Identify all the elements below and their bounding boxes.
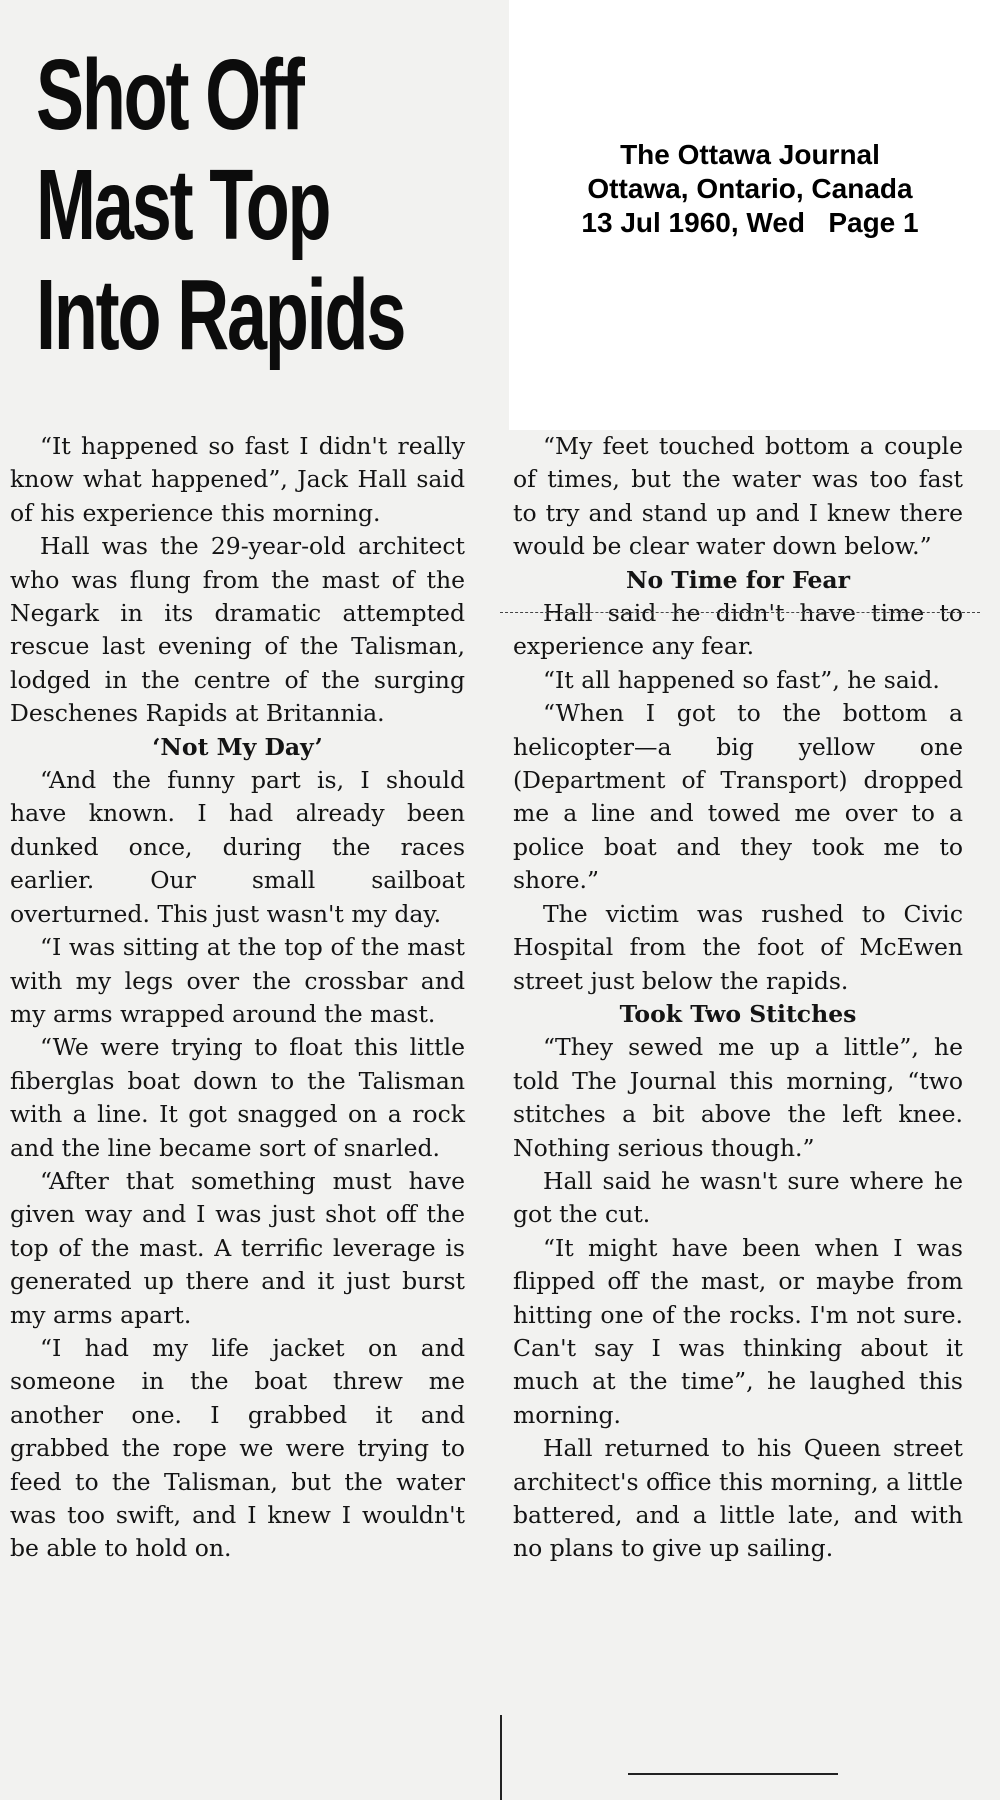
article-headline — [36, 40, 404, 370]
subheading: ‘Not My Day’ — [152, 732, 323, 761]
headline-line-1: Shot Off — [36, 39, 303, 151]
publication-date-page: 13 Jul 1960, Wed Page 1 — [581, 207, 919, 238]
paragraph: “They sewed me up a little”, he told The Journal this morning, “two stitches a bit above the left knee. Nothing serious though.” — [513, 1033, 963, 1162]
paragraph: “I had my life jacket on and someone in the boat threw me another one. I grabbed it and grabbed the rope we were trying to feed to the Talisman, but the water was too swift, and I knew I wouldn't be able to hold on. — [10, 1333, 465, 1563]
headline-line-3: Into Rapids — [36, 259, 405, 371]
paragraph: Hall returned to his Queen street architect's office this morning, a little battered, and a little late, and with no plans to give up sailing. — [513, 1434, 963, 1563]
paragraph: “It happened so fast I didn't really know what happened”, Jack Hall said of his experience this morning. — [10, 432, 465, 527]
paragraph: The victim was rushed to Civic Hospital from the foot of McEwen street just below the rapids. — [513, 899, 963, 995]
subheading: No Time for Fear — [625, 565, 851, 594]
section-divider — [500, 612, 980, 613]
paragraph: “It all happened so fast”, he said. — [543, 665, 940, 694]
publication-location: Ottawa, Ontario, Canada — [587, 173, 913, 204]
headline-line-2: Mast Top — [36, 149, 330, 261]
article-column-left — [10, 430, 465, 1566]
paragraph: “I was sitting at the top of the mast with my legs over the crossbar and my arms wrapped around the mast. — [10, 933, 465, 1028]
paragraph: “My feet touched bottom a couple of times, but the water was too fast to try and stand up and I knew there would be clear water down below.” — [513, 432, 963, 561]
column-divider — [500, 1715, 502, 1800]
paragraph: Hall said he wasn't sure where he got the cut. — [513, 1166, 963, 1229]
article-column-right — [513, 430, 963, 1566]
publication-name: The Ottawa Journal — [620, 139, 880, 170]
paragraph: “When I got to the bottom a helicopter—a big yellow one (Department of Transport) dropped me a line and towed me over to a police boat and they took me to shore.” — [513, 699, 963, 895]
paragraph: “We were trying to float this little fiberglas boat down to the Talisman with a line. It got snagged on a rock and the line became sort of snarled. — [10, 1033, 465, 1162]
paragraph: “And the funny part is, I should have known. I had already been dunked once, during the races earlier. Our small sailboat overturned. This just wasn't my day. — [10, 766, 465, 928]
source-citation — [530, 138, 970, 240]
subheading: Took Two Stitches — [619, 999, 857, 1028]
paragraph: Hall was the 29-year-old architect who was flung from the mast of the Negark in its dramatic attempted rescue last evening of the Talisman, lodged in the centre of the surging Deschenes Rapids at Britannia. — [10, 532, 465, 728]
paragraph: Hall said he didn't have time to experience any fear. — [513, 599, 963, 661]
paragraph: “After that something must have given way and I was just shot off the top of the mast. A terrific leverage is generated up there and it just burst my arms apart. — [10, 1166, 465, 1329]
end-rule — [628, 1773, 838, 1775]
paragraph: “It might have been when I was flipped off the mast, or maybe from hitting one of the rocks. I'm not sure. Can't say I was thinking about it much at the time”, he laughed this morning. — [513, 1233, 963, 1429]
